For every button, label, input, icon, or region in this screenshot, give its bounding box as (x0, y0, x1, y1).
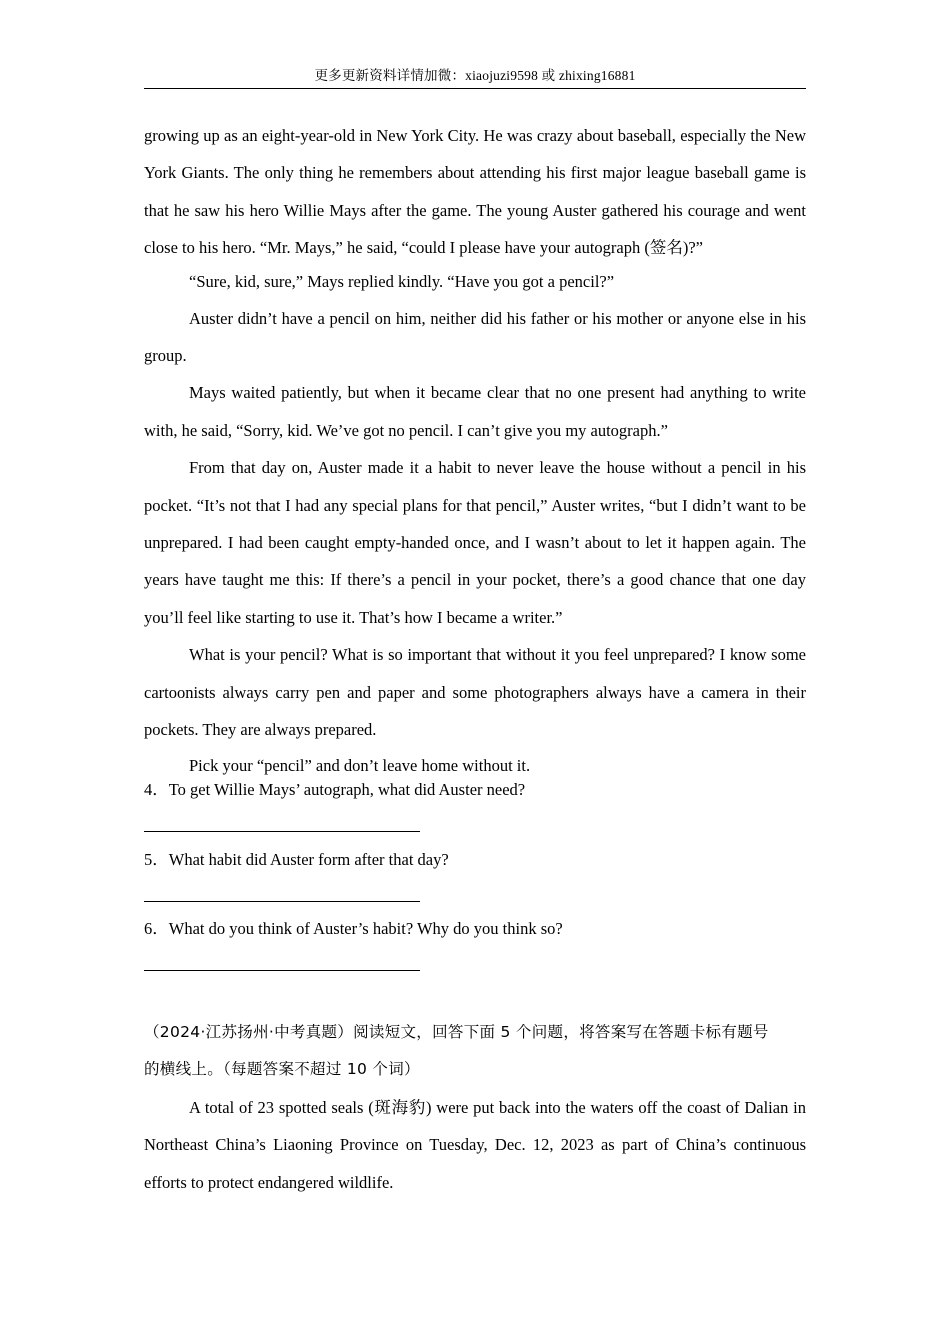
section-2 (144, 1014, 806, 1201)
passage-paragraph-2: “Sure, kid, sure,” Mays replied kindly. “Have you got a pencil?” (189, 271, 615, 291)
reading-passage (144, 117, 806, 782)
question-6-text: 6．What do you think of Auster’s habit? Why do you think so? (144, 919, 563, 938)
section-2-instruction-line-2: 的横线上。（每题答案不超过 10 个词） (144, 1060, 420, 1079)
answer-line-4[interactable] (144, 831, 420, 832)
passage-paragraph-1: growing up as an eight-year-old in New York City. He was crazy about baseball, especially the New York Giants. The only thing he remembers about attending his first major league baseball game is that he saw his hero Willie Mays after the game. The young Auster gathered his courage and went close to his hero. “Mr. Mays,” he said, “could I please have your autograph (签名)?” (144, 126, 806, 258)
passage-paragraph-3: Auster didn’t have a pencil on him, neither did his father or his mother or anyone else in his group. (144, 308, 806, 366)
answer-line-5[interactable] (144, 901, 420, 902)
page-header (144, 66, 806, 89)
question-5-text: 5．What habit did Auster form after that day? (144, 850, 449, 869)
passage-paragraph-4: Mays waited patiently, but when it became clear that no one present had anything to write with, he said, “Sorry, kid. We’ve got no pencil. I can’t give you my autograph.” (144, 383, 806, 440)
question-4-text: 4．To get Willie Mays’ autograph, what did Auster need? (144, 780, 526, 799)
section-2-paragraph: A total of 23 spotted seals (斑海豹) were put back into the waters off the coast of Dalian in Northeast China’s Liaoning Province on Tuesday, Dec. 12, 2023 as part of China’s continuous efforts to protect endangered wildlife. (144, 1097, 806, 1192)
section-2-instruction-line-1: （2024·江苏扬州·中考真题）阅读短文，回答下面 5 个问题，将答案写在答题卡标有题号 (144, 1023, 769, 1041)
answer-line-6[interactable] (144, 970, 420, 971)
passage-paragraph-7: Pick your “pencil” and don’t leave home without it. (189, 755, 531, 775)
header-text: 更多更新资料详情加微：xiaojuzi9598 或 zhixing16881 (314, 68, 636, 83)
question-5 (144, 849, 806, 871)
question-6 (144, 918, 806, 940)
passage-paragraph-6: What is your pencil? What is so important that without it you feel unprepared? I know some cartoonists always carry pen and paper and some photographers always have a camera in their pockets. They are always prepared. (144, 645, 806, 740)
passage-paragraph-5: From that day on, Auster made it a habit to never leave the house without a pencil in his pocket. “It’s not that I had any special plans for that pencil,” Auster writes, “but I didn’t want to be unprepared. I had been caught empty-handed once, and I wasn’t about to let it happen again. The years have taught me this: If there’s a pencil in your pocket, there’s a good chance that one day you’ll feel like starting to use it. That’s how I became a writer.” (144, 458, 806, 627)
question-4 (144, 779, 806, 801)
